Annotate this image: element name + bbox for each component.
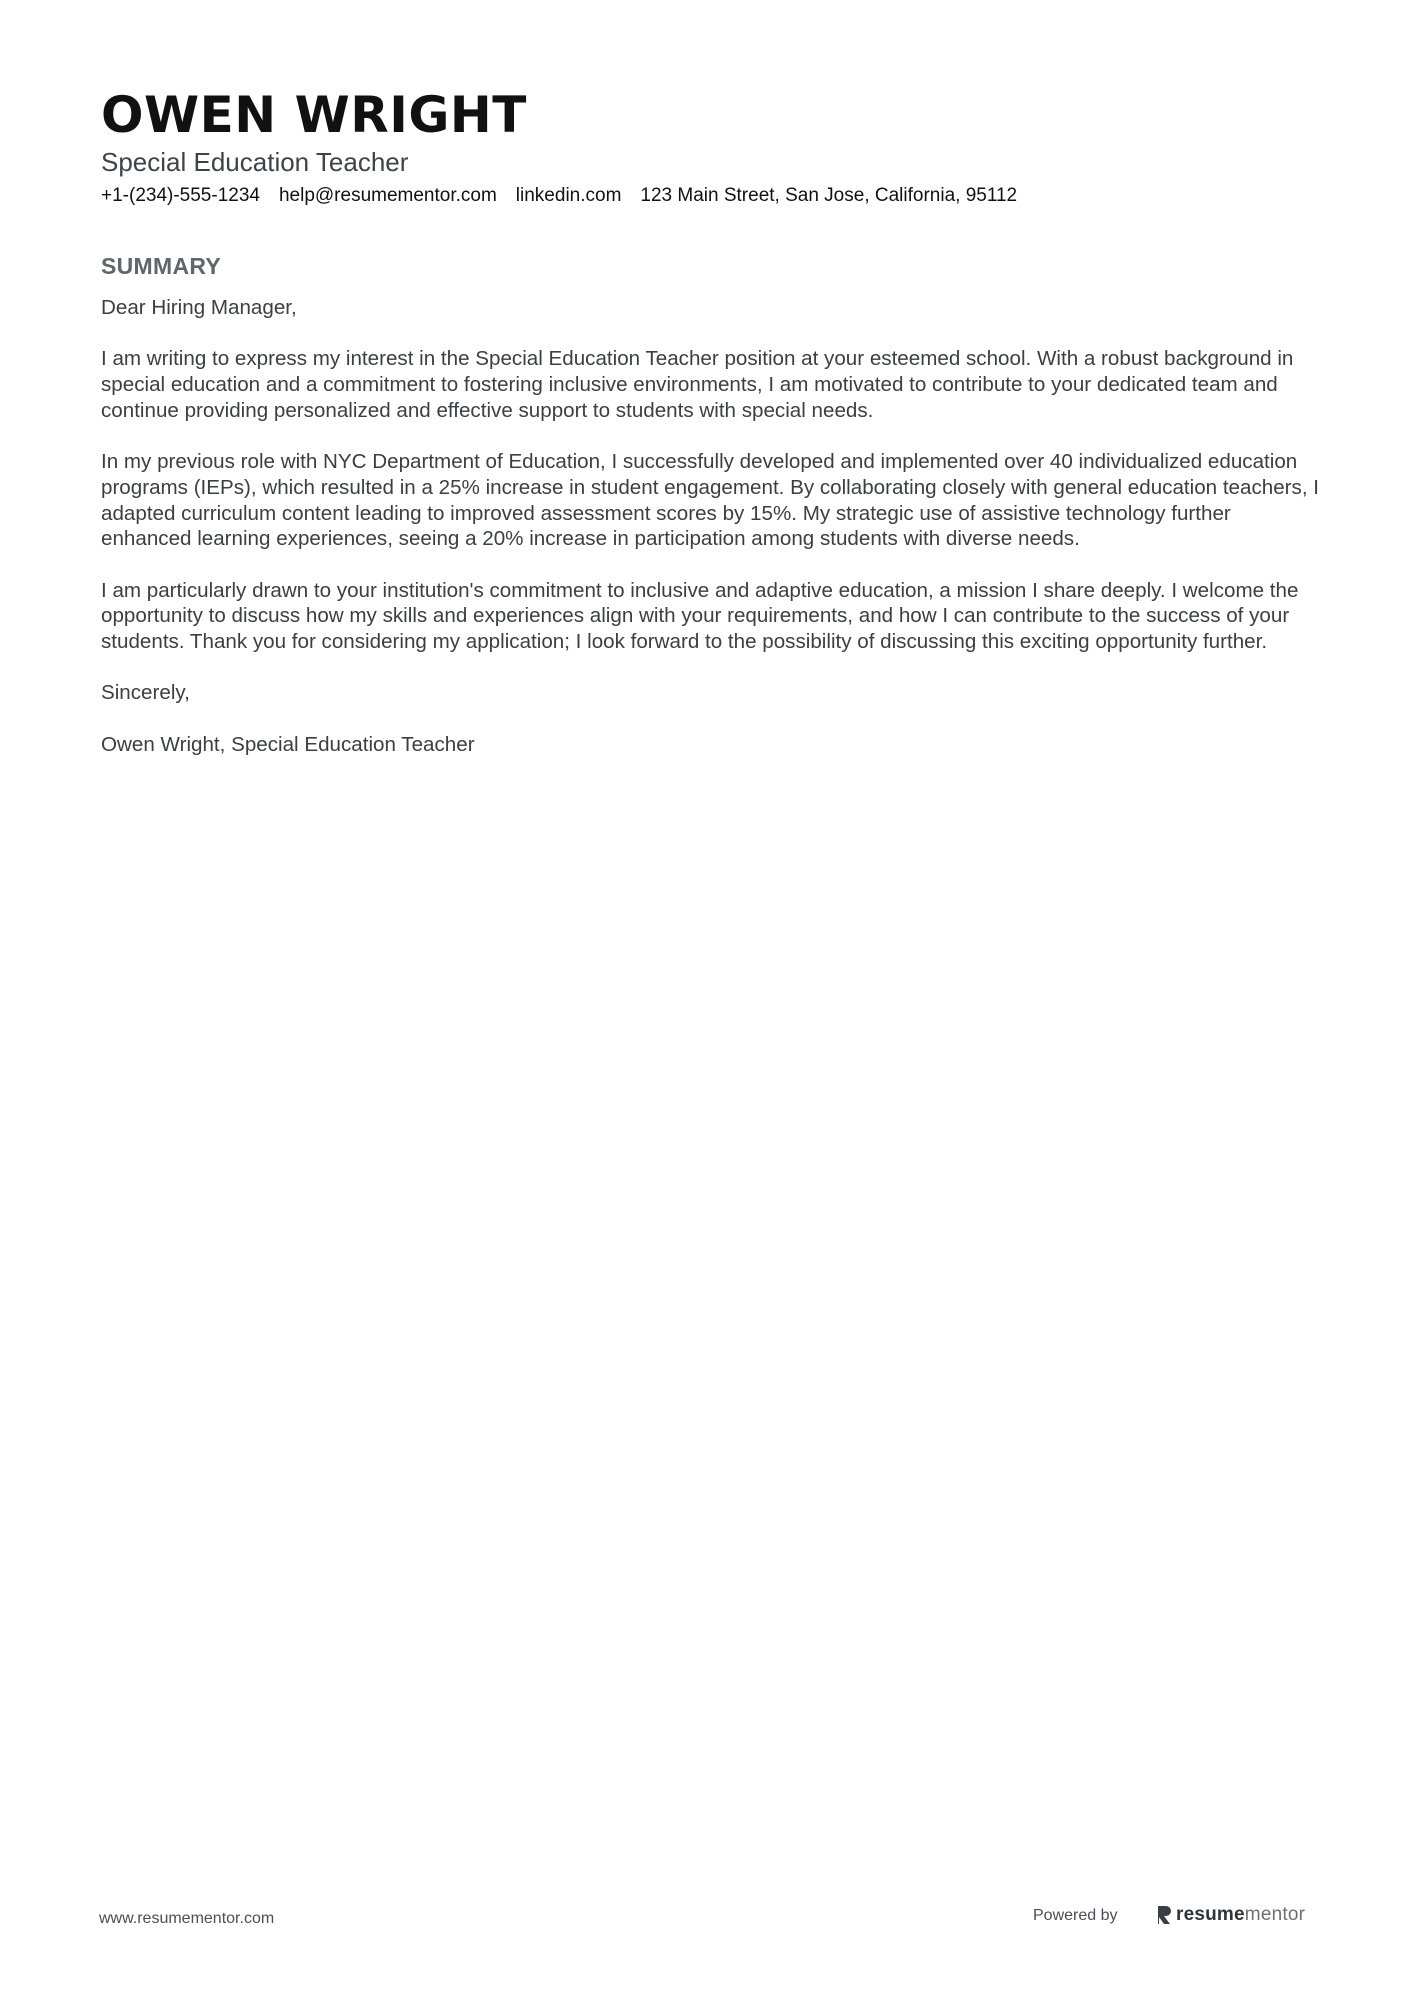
closing: Sincerely,	[101, 681, 190, 705]
contact-phone: +1-(234)-555-1234	[101, 185, 260, 206]
brand-wordmark	[1176, 1903, 1305, 1927]
cover-letter-page	[101, 0, 1321, 1995]
contact-info	[101, 183, 1017, 209]
resumementor-logo-icon	[1156, 1904, 1172, 1926]
brand-wordmark-bold: resume	[1176, 1904, 1245, 1925]
salutation: Dear Hiring Manager,	[101, 296, 297, 319]
signature: Owen Wright, Special Education Teacher	[101, 732, 475, 756]
contact-linkedin: linkedin.com	[515, 185, 622, 206]
applicant-name: OWEN WRIGHT	[101, 86, 527, 144]
letter-paragraph: I am particularly drawn to your institution's commitment to inclusive and adaptive education, a mission I share deeply. I welcome the opportunity to discuss how my skills and experiences align with your requirements, and how I can contribute to the success of your students. Thank you for considering my application; I look forward to the possibility of discussing this exciting opportunity further.	[101, 578, 1299, 654]
brand-wordmark-light: mentor	[1244, 1904, 1306, 1925]
applicant-job-title: Special Education Teacher	[101, 147, 409, 177]
letter-paragraph: In my previous role with NYC Department of Education, I successfully developed and implemented over 40 individualized education programs (IEPs), which resulted in a 25% increase in student engagement. By collaborating closely with general education teachers, I adapted curriculum content leading to improved assessment scores by 15%. My strategic use of assistive technology further enhanced learning experiences, seeing a 20% increase in participation among students with diverse needs.	[101, 450, 1319, 551]
powered-by-label: Powered by	[1033, 1907, 1118, 1924]
letter-paragraph: I am writing to express my interest in the Special Education Teacher position at your esteemed school. With a robust background in special education and a commitment to fostering inclusive environments, I am motivated to contribute to your dedicated team and continue providing personalized and effective support to students with special needs.	[101, 347, 1294, 422]
contact-email: help@resumementor.com	[278, 185, 497, 206]
footer-website: www.resumementor.com	[99, 1910, 275, 1927]
contact-address: 123 Main Street, San Jose, California, 95112	[640, 185, 1018, 206]
summary-heading: SUMMARY	[101, 253, 222, 279]
brand-logo	[1156, 1903, 1305, 1927]
letter-body	[101, 295, 1321, 783]
